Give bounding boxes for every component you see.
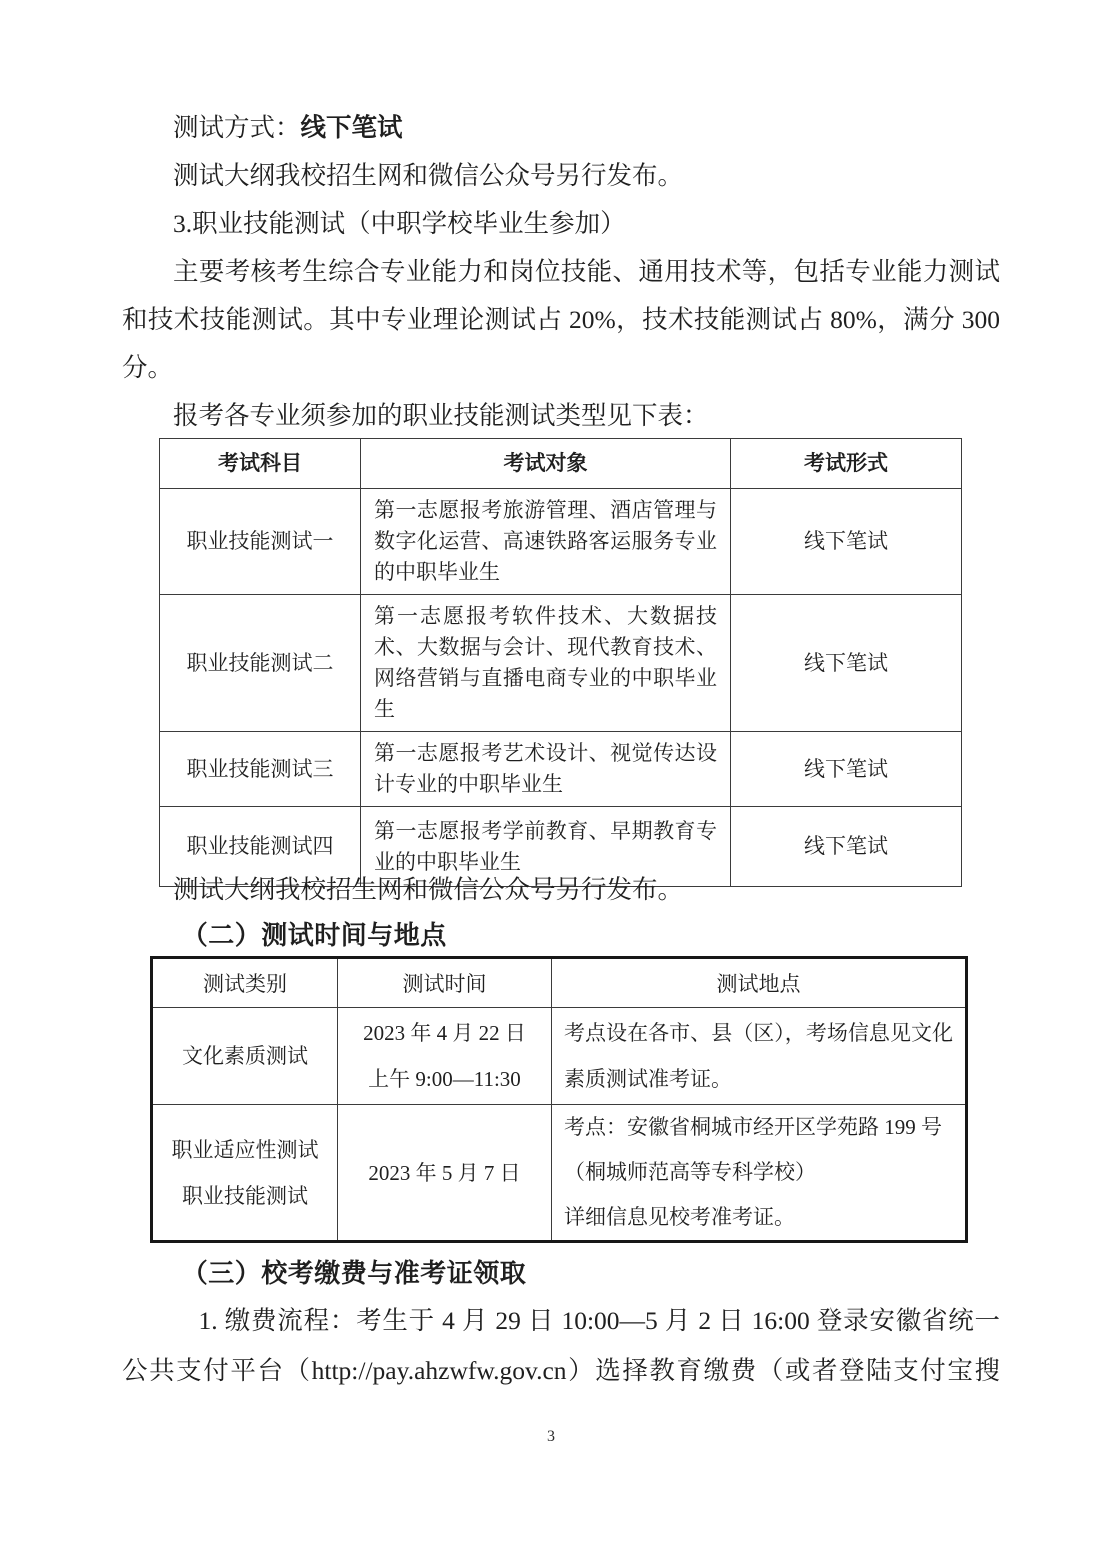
cell-audience: 第一志愿报考软件技术、大数据技术、大数据与会计、现代教育技术、网络营销与直播电商专业的中职毕业生 [361, 595, 731, 732]
post-table-note-block [122, 866, 1000, 914]
test-method-value: 线下笔试 [300, 113, 403, 142]
cell-time [338, 1105, 552, 1242]
cell-category [152, 1105, 338, 1242]
para1-line2: 和技术技能测试。其中专业理论测试占 20%，技术技能测试占 80%，满分 300 [122, 305, 1000, 334]
cell-audience: 第一志愿报考旅游管理、酒店管理与数字化运营、高速铁路客运服务专业的中职毕业生 [361, 489, 731, 595]
location-line: 考点设在各市、县（区），考场信息见文化素质测试准考证。 [564, 1021, 953, 1091]
header-test-time: 测试时间 [338, 958, 552, 1008]
para1-line3: 分。 [122, 353, 174, 382]
cell-subject: 职业技能测试四 [160, 807, 361, 887]
time-line: 2023 年 5 月 7 日 [368, 1160, 521, 1185]
table-row [152, 1008, 967, 1105]
payment-line2: 公共支付平台（http://pay.ahzwfw.gov.cn）选择教育缴费（或者登陆支付宝搜 [122, 1356, 1000, 1385]
section2-heading: （二）测试时间与地点 [181, 921, 447, 950]
payment-paragraph [122, 1296, 1000, 1396]
time-line: 2023 年 4 月 22 日 [363, 1021, 526, 1045]
table-header-row [152, 958, 967, 1008]
header-exam-format: 考试形式 [731, 439, 962, 489]
table-row [160, 489, 962, 595]
item3-line: 3.职业技能测试（中职学校毕业生参加） [173, 209, 626, 238]
location-line: 详细信息见校考准考证。 [564, 1205, 795, 1229]
cell-location [552, 1105, 967, 1242]
schedule-table [150, 956, 968, 1243]
skills-test-table [159, 438, 962, 887]
test-method-label: 测试方式： [173, 113, 301, 142]
outline-note-line-2: 测试大纲我校招生网和微信公众号另行发布。 [173, 875, 684, 904]
category-line: 文化素质测试 [182, 1044, 308, 1068]
para1-line1: 主要考核考生综合专业能力和岗位技能、通用技术等，包括专业能力测试 [173, 257, 1000, 286]
table-row [160, 732, 962, 807]
header-exam-subject: 考试科目 [160, 439, 361, 489]
cell-subject: 职业技能测试一 [160, 489, 361, 595]
header-test-category: 测试类别 [152, 958, 338, 1008]
cell-time [338, 1008, 552, 1105]
payment-line1: 1. 缴费流程：考生于 4 月 29 日 10:00—5 月 2 日 16:00 登录安徽省统一 [198, 1306, 1000, 1335]
section3-heading: （三）校考缴费与准考证领取 [181, 1259, 527, 1288]
cell-format: 线下笔试 [731, 807, 962, 887]
table-row [160, 595, 962, 732]
cell-subject: 职业技能测试三 [160, 732, 361, 807]
category-line: 职业适应性测试 [171, 1137, 319, 1162]
cell-category [152, 1008, 338, 1105]
cell-format: 线下笔试 [731, 595, 962, 732]
cell-format: 线下笔试 [731, 489, 962, 595]
category-line: 职业技能测试 [182, 1183, 308, 1208]
test-method-line [122, 104, 1000, 152]
table-intro-line: 报考各专业须参加的职业技能测试类型见下表： [173, 401, 709, 430]
intro-block [122, 104, 1000, 440]
cell-location [552, 1008, 967, 1105]
cell-audience: 第一志愿报考艺术设计、视觉传达设计专业的中职毕业生 [361, 732, 731, 807]
table-header-row [160, 439, 962, 489]
header-test-location: 测试地点 [552, 958, 967, 1008]
location-line: （桐城师范高等专科学校） [564, 1160, 816, 1184]
table-row [152, 1105, 967, 1242]
time-line: 上午 9:00—11:30 [368, 1067, 521, 1091]
page-number: 3 [547, 1428, 555, 1445]
location-line: 考点：安徽省桐城市经开区学苑路 199 号 [564, 1115, 942, 1139]
outline-note-line: 测试大纲我校招生网和微信公众号另行发布。 [173, 161, 684, 190]
cell-format: 线下笔试 [731, 732, 962, 807]
cell-audience: 第一志愿报考学前教育、早期教育专业的中职毕业生 [361, 807, 731, 887]
header-exam-audience: 考试对象 [361, 439, 731, 489]
cell-subject: 职业技能测试二 [160, 595, 361, 732]
